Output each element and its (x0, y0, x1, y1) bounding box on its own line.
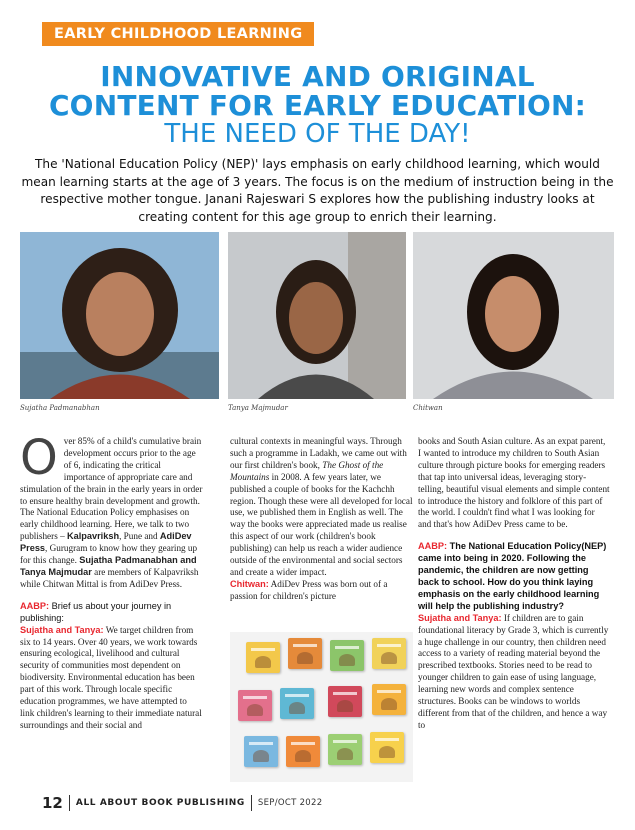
book-cover (372, 638, 406, 669)
book-cover (280, 688, 314, 719)
caption-tanya: Tanya Majmudar (228, 404, 288, 412)
photo-tanya (228, 232, 406, 399)
text-span: AdiDev Press (20, 531, 192, 554)
portrait-photo-icon (20, 232, 219, 399)
answer-text: AdiDev Press was born out of a passion for children's picture (230, 578, 388, 601)
column-3 (418, 436, 610, 732)
question-label: AABP: (20, 600, 50, 611)
book-cover (330, 640, 364, 671)
answer-label: Chitwan: (230, 578, 269, 589)
photo-sujatha (20, 232, 219, 399)
book-cover (328, 734, 362, 765)
footer-divider (69, 795, 70, 811)
text-span: , Pune and (119, 531, 160, 542)
magazine-name: ALL ABOUT BOOK PUBLISHING (75, 798, 245, 808)
text-span: ver 85% of a child's cumulative brain development occurs prior to the age of 6, indicating the critical importance of appropriate care and stimulation of the brain in the early years in order to ensure healthy brain development and growth. The National Education Policy emphasises on early childhood learning. Here, we talk to two publishers – (20, 436, 203, 542)
subheadline: THE NEED OF THE DAY! (164, 119, 471, 149)
book-cover (286, 736, 320, 767)
drop-cap: O (20, 430, 58, 486)
book-cover (238, 690, 272, 721)
text-span: cultural contexts in meaningful ways. Through such a programme in Ladakh, we came out with our first children's book, (230, 436, 407, 470)
answer-2 (230, 579, 413, 603)
answer-label: Sujatha and Tanya: (418, 612, 502, 623)
answer-label: Sujatha and Tanya: (20, 624, 104, 635)
question-text: Brief us about your journey in publishing: (20, 600, 172, 623)
headline (20, 62, 615, 120)
page-footer (42, 795, 322, 811)
answer-text: We target children from six to 14 years. Over 40 years, we work towards ensuring ecological, livelihood and cultural security of communities most dependent on biodiversity. Environmental education has been part of this work. Through locale specific education programmes, we have attempted to link children's learning to their immediate natural surroundings and their social and (20, 624, 202, 730)
issue-date: SEP/OCT 2022 (257, 798, 323, 808)
book-covers-image (230, 632, 413, 782)
headline-line-1: INNOVATIVE AND ORIGINAL (100, 60, 535, 93)
question-1 (20, 601, 203, 625)
portrait-photo-icon (413, 232, 614, 399)
question-text: The National Education Policy(NEP) came into being in 2020. Following the pandemic, the children are now getting back to school. How do you think laying emphasis on the early childhood learning will help the publishing industry? (418, 541, 607, 611)
answer-1 (20, 625, 203, 732)
page-number: 12 (42, 794, 63, 812)
text-span: Kalpavriksh (66, 531, 120, 542)
answer-3 (418, 613, 610, 732)
book-cover (370, 732, 404, 763)
caption-sujatha: Sujatha Padmanabhan (20, 404, 100, 412)
intro-paragraph: The 'National Education Policy (NEP)' lays emphasis on early childhood learning, which would mean learning starts at the age of 3 years. The focus is on the medium of instruction being in the respective mother tongue. Janani Rajeswari S explores how the publishing industry looks at creating content for this age group to enrich their learning. (21, 157, 614, 224)
caption-chitwan: Chitwan (413, 404, 443, 412)
text-span: in 2008. A few years later, we published a couple of books for the Kachchh region. Though these were all developed for local use, we published them in English as well. The way the books were appreciated made us realise this aspect of our work (children's book publishing) can help us reach a wider audience outside of the environmental and social sectors and create a wider impact. (230, 471, 413, 577)
portrait-photo-icon (228, 232, 406, 399)
col2-paragraph-1 (230, 436, 413, 579)
book-title: The Ghost of the Mountains (230, 459, 384, 482)
book-cover (244, 736, 278, 767)
question-2 (418, 541, 610, 612)
text-span: , Gurugram to know how they gearing up for this change. (20, 543, 198, 566)
footer-divider (251, 795, 252, 811)
book-cover (372, 684, 406, 715)
column-1 (20, 430, 203, 732)
text-span: Sujatha Padmanabhan and Tanya Majmudar (20, 555, 197, 577)
question-label: AABP: (418, 541, 448, 552)
book-cover (246, 642, 280, 673)
col1-paragraph-1 (20, 430, 203, 591)
column-2 (230, 436, 413, 603)
book-cover (328, 686, 362, 717)
photo-chitwan (413, 232, 614, 399)
col3-paragraph-1: books and South Asian culture. As an expat parent, I wanted to introduce my children to South Asian culture through picture books for emerging readers that tap into universal ideas, leveraging story-telling, beautiful visual elements and simple content to introduce the history and folklore of this part of the world. I couldn't find what I was looking for and that's how AdiDev Press came to be. (418, 436, 610, 530)
section-tag: EARLY CHILDHOOD LEARNING (42, 22, 314, 46)
text-span: are members of Kalpavriksh while Chitwan Mittal is from AdiDev Press. (20, 566, 199, 589)
headline-line-2: CONTENT FOR EARLY EDUCATION: (48, 89, 587, 122)
answer-text: If children are to gain foundational literacy by Grade 3, which is currently a huge challenge in our country, then children need access to a variety of reading material beyond the prescribed textbooks. Stories need to be read to younger children to gain ease of using language, learning new words and complex sentence structures. Books can be windows to worlds different from that of the children, and hence a way to (418, 612, 609, 730)
book-cover (288, 638, 322, 669)
